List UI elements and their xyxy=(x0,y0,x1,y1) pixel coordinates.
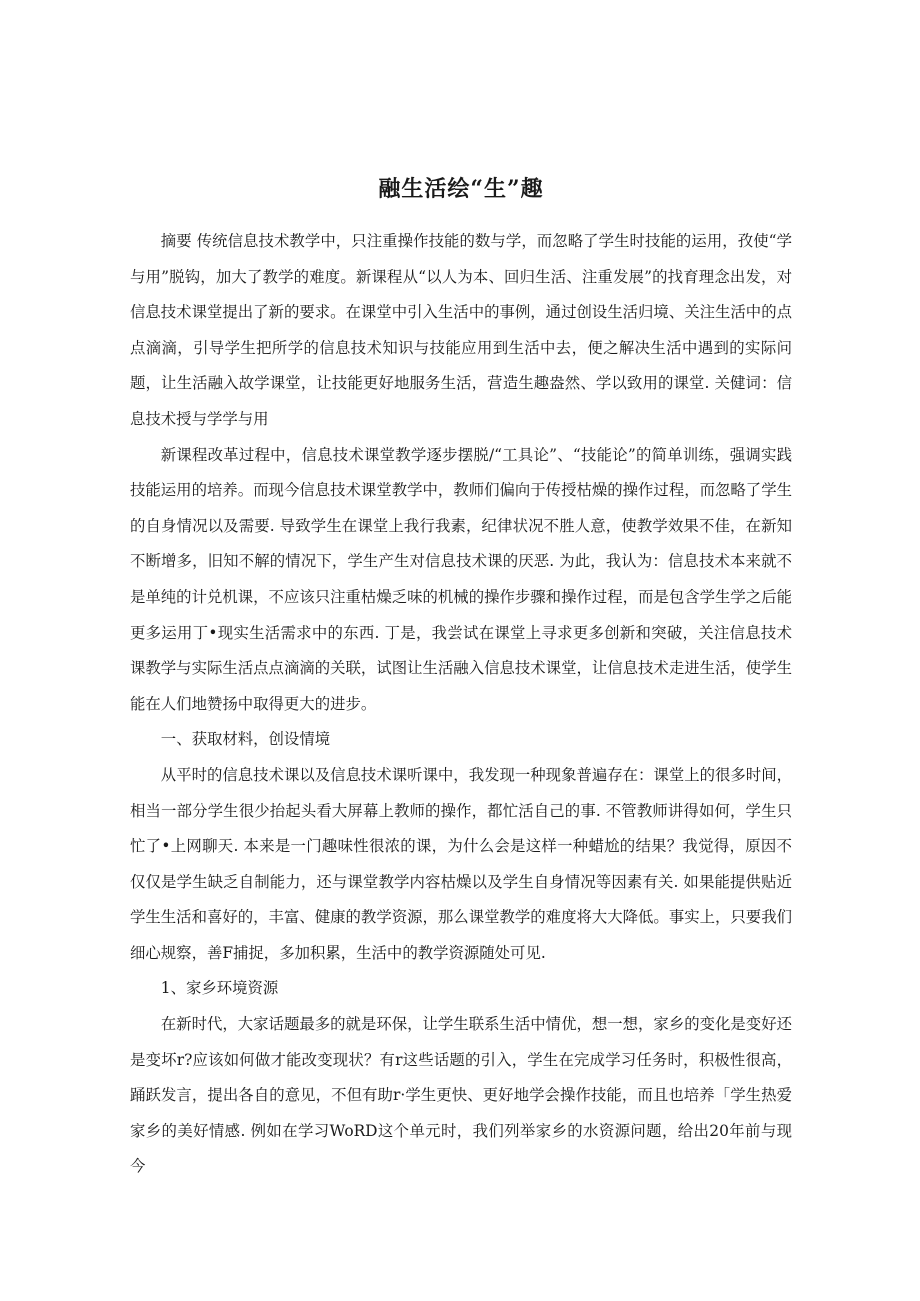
abstract-paragraph: 摘要 传统信息技术教学中，只注重操作技能的数与学，而忽略了学生时技能的运用，孜使“学与用”脱钩，加大了教学的难度。新课程从“以人为本、回归生活、注重发展”的找育理念出发，对信息技术课堂提出了新的要求。在课堂中引入生活中的事例，通过创设生活归境、关注生活中的点点滴滴，引导学生把所学的信息技术知识与技能应用到生活中去，便之解决生活中遇到的实际问题，让生活融入故学课堂，让技能更好地服务生活，营造生趣盎然、学以致用的课堂. 关健词：信息技术授与学学与用 xyxy=(130,232,792,428)
subsection-1-paragraph: 在新时代，大家话题最多的就是环保，让学生联系生活中情优，想一想，家乡的变化是变好还是变坏r?应该如何做才能改变现状？有r这些话题的引入，学生在完成学习任务时，积极性很高，踊跃发言，提出各自的意见，不但有助r·学生更快、更好地学会操作技能，而且也培养「学生热爱家乡的美好情感. 例如在学习WoRD这个单元时，我们列举家乡的水资源问题，给出20年前与现今 xyxy=(130,1015,792,1176)
section-heading-1: 一、获取材料，创设情境 xyxy=(160,730,331,749)
subsection-heading-1: 1、家乡环境资源 xyxy=(160,979,279,998)
section-1-paragraph: 从平时的信息技术课以及信息技术课听课中，我发现一种现象普遍存在：课堂上的很多时间，相当一部分学生很少抬起头看大屏幕上教师的操作，都忙活自己的事. 不管教师讲得如何，学生只忙了•上网聊天. 本来是一门趣味性很浓的课，为什么会是这样一种蜡尬的结果？我觉得，原因不仅仅是学生缺乏自制能力，还与课堂教学内容枯燥以及学生自身情况等因素有关. 如果能提供贴近学生生活和喜好的，丰富、健康的教学资源，那么课堂教学的难度将大大降低。事实上，只要我们细心规察，善F捕捉，多加积累，生活中的教学资源随处可见. xyxy=(130,765,792,962)
document-title: 融生活绘“生”趣 xyxy=(378,176,544,202)
intro-paragraph: 新课程改革过程中，信息技术课堂教学逐步摆脱/“工具论”、“技能论”的简单训练，强调实践技能运用的培养。而现今信息技术课堂教学中，教师们偏向于传授枯燥的操作过程，而忽略了学生的自身情况以及需要. 导致学生在课堂上我行我素，纪律状况不胜人意，使教学效果不佳，在新知不断增多，旧知不解的情况下，学生产生对信息技术课的厌恶. 为此，我认为：信息技术本来就不是单纯的计兑机课，不应该只注重枯燥乏味的机械的操作步骤和操作过程，而是包含学生学之后能更多运用丁•现实生活需求中的东西. 丁是，我尝试在课堂上寻求更多创新和突破，关注信息技术课教学与实际生活点点滴滴的关联，试图让生活融入信息技术课堂，让信息技术走进生活，使学生能在人们地赞扬中取得更大的进步。 xyxy=(130,445,792,713)
document-page xyxy=(130,172,792,1185)
